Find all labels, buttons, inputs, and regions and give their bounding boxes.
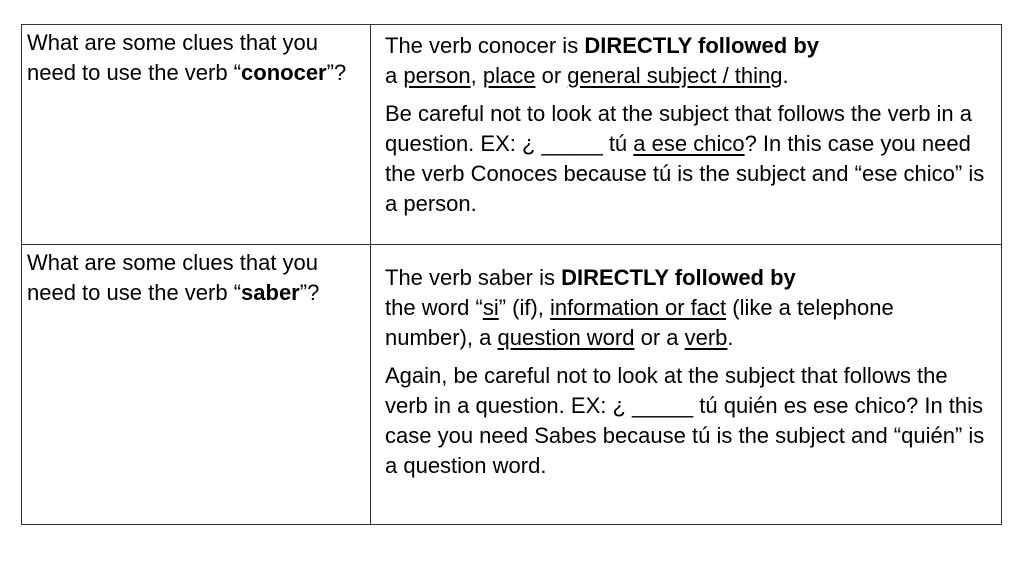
saber-example-text: Again, be careful not to look at the subject that follows the verb in a question. EX: ¿ _____ tú quién es ese chico? In this case you need Sabes because tú is the subject and “quién” is a question word. (385, 363, 985, 478)
saber-verb: verb (684, 325, 728, 350)
saber-rule-text-2: the word “ (385, 295, 483, 320)
saber-rule-emphasis: DIRECTLY followed by (561, 265, 796, 290)
saber-example-paragraph (385, 361, 987, 481)
conocer-rule-text: The verb conocer is (385, 33, 585, 58)
verb-saber: saber (241, 280, 300, 305)
question-end: ”? (299, 280, 320, 305)
question-text: What are some clues that you need to use the verb “ (27, 250, 319, 305)
saber-rule-paragraph (385, 251, 987, 353)
conocer-place: place (482, 63, 536, 88)
conocer-example-text: Be careful not to look at the subject that follows the verb in a question. EX: ¿ _____ tú (385, 101, 973, 156)
clues-table (21, 24, 1002, 525)
conocer-rule-text-4: or (535, 63, 568, 88)
saber-information-fact: information or fact (550, 295, 727, 320)
question-end: ”? (326, 60, 347, 85)
conocer-rule-text-5: . (782, 63, 789, 88)
answer-cell-saber (371, 245, 1002, 525)
question-cell-conocer (22, 25, 371, 245)
saber-si: si (482, 295, 499, 320)
conocer-example-object: a ese chico (633, 131, 745, 156)
saber-rule-text-5: or a (634, 325, 685, 350)
conocer-example-text-2: ? In this case you need the verb Conoces because tú is the subject and “ese chico” is a person. (385, 131, 985, 216)
conocer-rule-text-2: a (385, 63, 404, 88)
saber-question-word: question word (497, 325, 635, 350)
conocer-example-paragraph (385, 99, 987, 219)
saber-rule-text-3: ” (if), (498, 295, 551, 320)
question-text: What are some clues that you need to use the verb “ (27, 30, 319, 85)
conocer-rule-emphasis: DIRECTLY followed by (584, 33, 820, 58)
conocer-general-subject: general subject / thing (567, 63, 783, 88)
conocer-rule-text-3: , (470, 63, 483, 88)
answer-cell-conocer (371, 25, 1002, 245)
verb-conocer: conocer (241, 60, 327, 85)
table-row-saber (22, 245, 1002, 525)
saber-rule-text-4: (like a telephone number), a (385, 295, 894, 350)
conocer-rule-paragraph (385, 31, 987, 91)
conocer-person: person (403, 63, 471, 88)
saber-rule-text: The verb saber is (385, 265, 562, 290)
question-cell-saber (22, 245, 371, 525)
saber-rule-text-6: . (727, 325, 734, 350)
table-row-conocer (22, 25, 1002, 245)
